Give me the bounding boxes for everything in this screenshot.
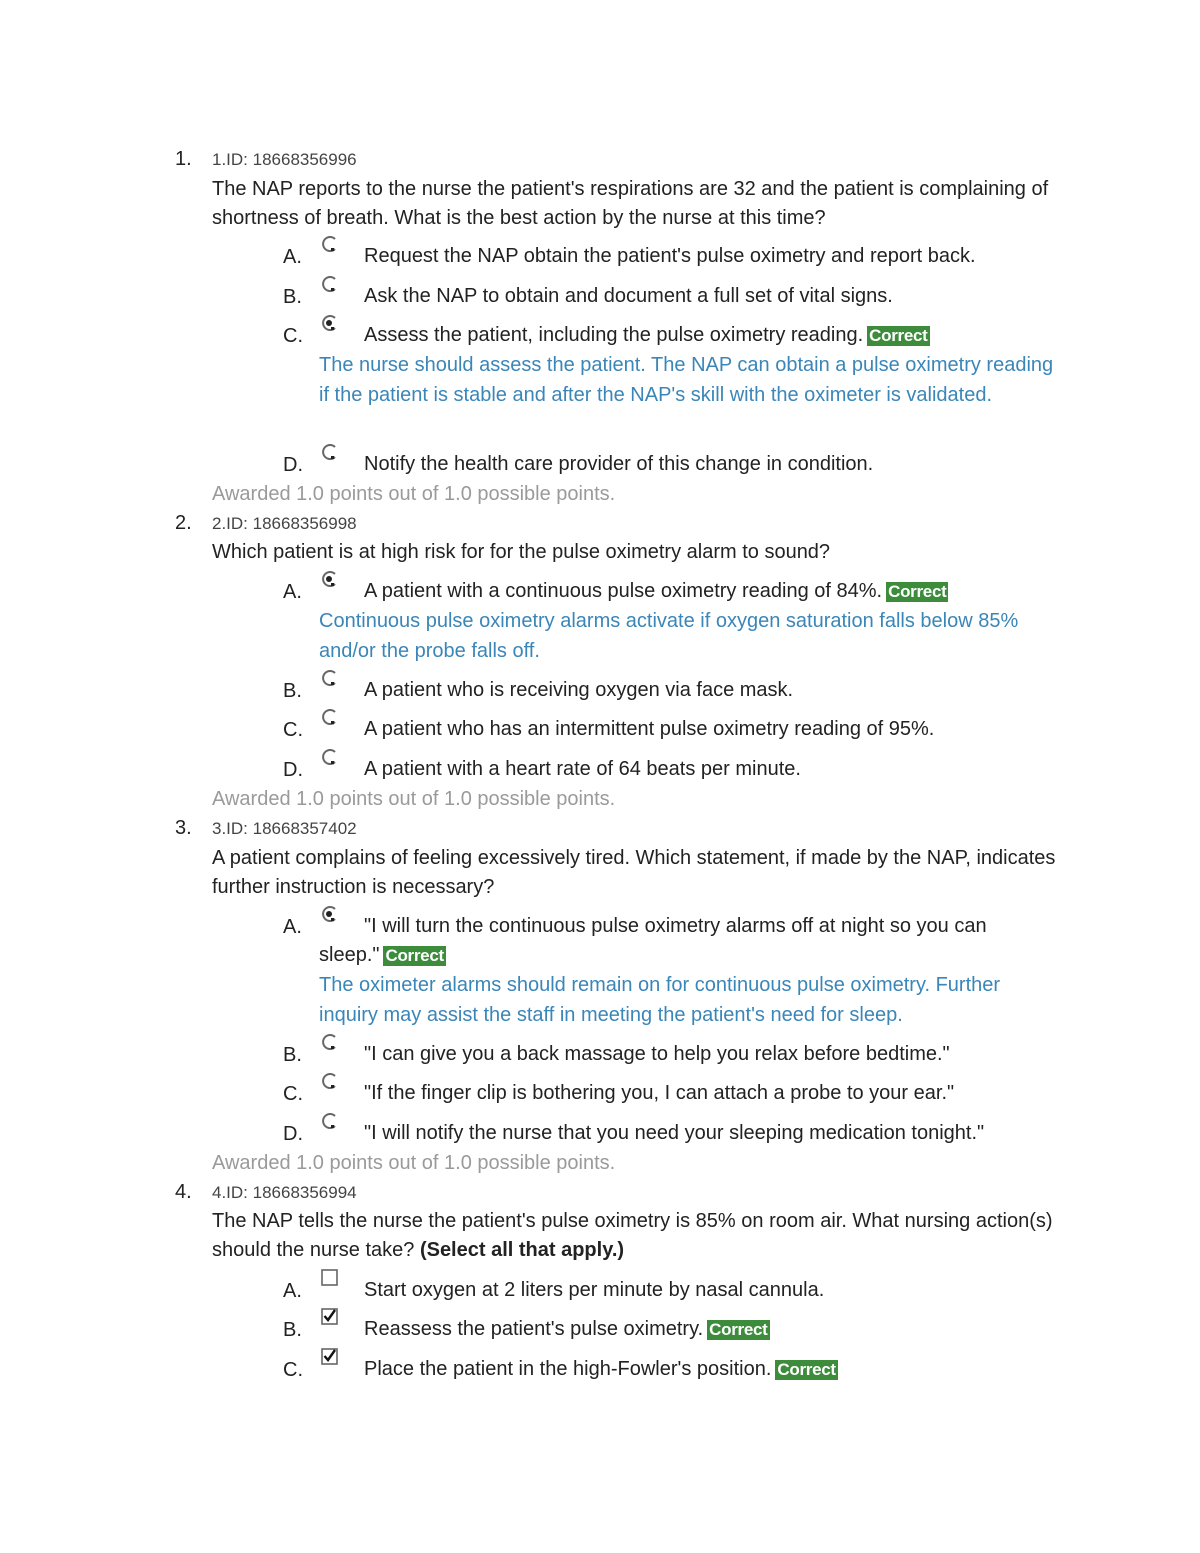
question-id: 2.ID: 18668356998	[212, 514, 357, 533]
option-text-content: Assess the patient, including the pulse oximetry reading.	[364, 324, 864, 346]
option-letter: A.	[283, 581, 302, 603]
option-text: "I can give you a back massage to help you relax before bedtime."	[364, 1043, 950, 1065]
awarded-points: Awarded 1.0 points out of 1.0 possible points.	[212, 1152, 616, 1174]
correct-badge: Correct	[777, 1360, 836, 1379]
option-letter: D.	[283, 759, 303, 781]
question-text: A patient complains of feeling excessively tired. Which statement, if made by the NAP, indicates further instruction is necessary?	[212, 847, 1056, 898]
option-text: Notify the health care provider of this change in condition.	[364, 453, 874, 475]
question-number: 3.	[175, 817, 192, 839]
question-number: 4.	[175, 1181, 192, 1203]
option-letter: C.	[283, 719, 303, 741]
correct-badge: Correct	[709, 1320, 768, 1339]
option-text: A patient with a heart rate of 64 beats per minute.	[364, 758, 801, 780]
question-id: 1.ID: 18668356996	[212, 150, 357, 169]
option-letter: C.	[283, 1083, 303, 1105]
option-text: A patient who has an intermittent pulse oximetry reading of 95%.	[364, 718, 935, 740]
option-text	[319, 321, 1049, 350]
rationale-text: The oximeter alarms should remain on for continuous pulse oximetry. Further inquiry may assist the staff in meeting the patient's need for sleep.	[319, 974, 1001, 1026]
awarded-points: Awarded 1.0 points out of 1.0 possible points.	[212, 788, 616, 810]
question-id: 3.ID: 18668357402	[212, 819, 357, 838]
question-text: The NAP reports to the nurse the patient's respirations are 32 and the patient is complaining of shortness of breath. What is the best action by the nurse at this time?	[212, 178, 1049, 229]
correct-badge: Correct	[888, 582, 947, 601]
option-letter: A.	[283, 916, 302, 938]
question-text: Which patient is at high risk for for the pulse oximetry alarm to sound?	[212, 541, 831, 563]
correct-badge: Correct	[385, 946, 444, 965]
correct-badge: Correct	[869, 326, 928, 345]
option-letter: B.	[283, 286, 302, 308]
option-text: "I will notify the nurse that you need your sleeping medication tonight."	[364, 1122, 985, 1144]
question-number: 1.	[175, 148, 192, 170]
question-text	[212, 1207, 1062, 1265]
question-number: 2.	[175, 512, 192, 534]
option-letter: C.	[283, 325, 303, 347]
option-letter: B.	[283, 1319, 302, 1341]
option-text: "If the finger clip is bothering you, I can attach a probe to your ear."	[364, 1082, 955, 1104]
option-text: A patient who is receiving oxygen via face mask.	[364, 679, 794, 701]
option-letter: A.	[283, 1280, 302, 1302]
option-text	[319, 1355, 1049, 1384]
option-letter: D.	[283, 1123, 303, 1145]
option-text-content: Reassess the patient's pulse oximetry.	[364, 1318, 704, 1340]
option-text-content: A patient with a continuous pulse oximetry reading of 84%.	[364, 580, 883, 602]
option-letter: B.	[283, 1044, 302, 1066]
option-text	[319, 577, 1049, 606]
select-all-instruction: (Select all that apply.)	[419, 1239, 625, 1261]
awarded-points: Awarded 1.0 points out of 1.0 possible points.	[212, 483, 616, 505]
option-text	[319, 912, 1049, 970]
option-text	[319, 1315, 1049, 1344]
rationale-text: Continuous pulse oximetry alarms activate if oxygen saturation falls below 85% and/or the probe falls off.	[319, 610, 1019, 662]
option-letter: D.	[283, 454, 303, 476]
question-text-content: The NAP tells the nurse the patient's pulse oximetry is 85% on room air. What nursing action(s) should the nurse take?	[212, 1210, 1053, 1261]
option-text-content: Place the patient in the high-Fowler's position.	[364, 1358, 772, 1380]
option-letter: B.	[283, 680, 302, 702]
rationale-text: The nurse should assess the patient. The NAP can obtain a pulse oximetry reading if the patient is stable and after the NAP's skill with the oximeter is validated.	[319, 354, 1054, 406]
option-text: Start oxygen at 2 liters per minute by nasal cannula.	[364, 1279, 825, 1301]
option-text: Request the NAP obtain the patient's pulse oximetry and report back.	[364, 245, 976, 267]
option-letter: C.	[283, 1359, 303, 1381]
option-text-content: "I will turn the continuous pulse oximetry alarms off at night so you can sleep."	[319, 915, 987, 966]
option-letter: A.	[283, 246, 302, 268]
option-text: Ask the NAP to obtain and document a full set of vital signs.	[364, 285, 893, 307]
question-id: 4.ID: 18668356994	[212, 1183, 357, 1202]
